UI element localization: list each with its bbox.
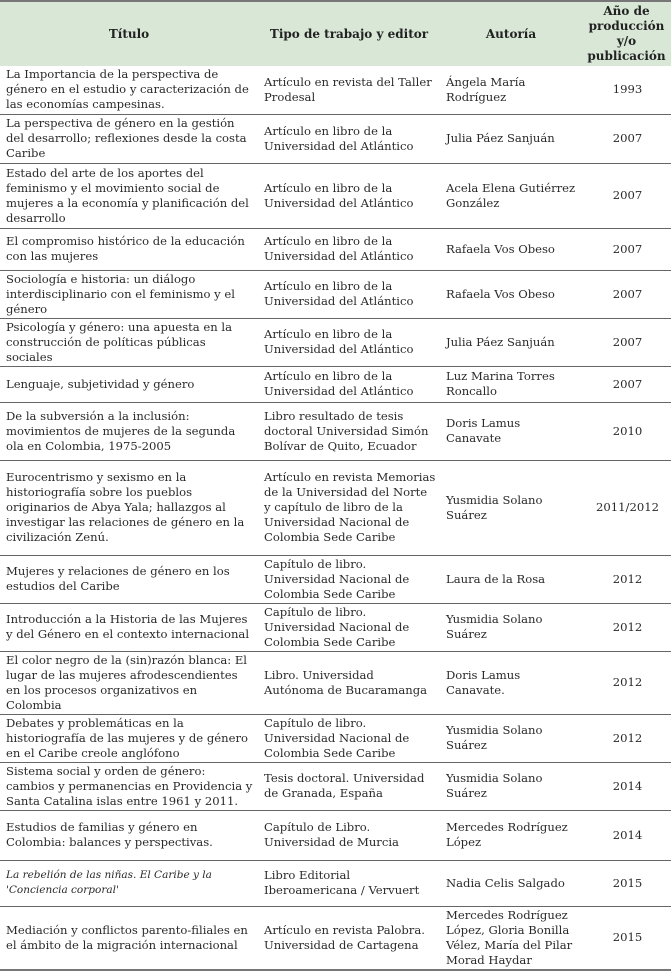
cell-titulo: Sociología e historia: un diálogo interdisciplinario con el feminismo y el género xyxy=(0,270,258,318)
cell-autoria: Mercedes Rodríguez López, Gloria Bonilla Vélez, María del Pilar Morad Haydar xyxy=(440,906,582,970)
cell-tipo: Capítulo de libro. Universidad Nacional de Colombia Sede Caribe xyxy=(258,714,440,762)
cell-autoria: Yusmidia Solano Suárez xyxy=(440,603,582,651)
cell-autoria: Mercedes Rodríguez López xyxy=(440,810,582,860)
cell-titulo: Estudios de familias y género en Colombia: balances y perspectivas. xyxy=(0,810,258,860)
cell-anio: 2012 xyxy=(582,555,671,603)
table-row xyxy=(0,460,671,555)
cell-autoria: Rafaela Vos Obeso xyxy=(440,270,582,318)
cell-autoria: Nadia Celis Salgado xyxy=(440,860,582,906)
cell-titulo: Lenguaje, subjetividad y género xyxy=(0,366,258,402)
cell-autoria: Laura de la Rosa xyxy=(440,555,582,603)
cell-titulo: Introducción a la Historia de las Mujeres y del Género en el contexto internacional xyxy=(0,603,258,651)
cell-anio: 2015 xyxy=(582,906,671,970)
cell-tipo: Capítulo de Libro. Universidad de Murcia xyxy=(258,810,440,860)
cell-tipo: Tesis doctoral. Universidad de Granada, España xyxy=(258,762,440,810)
cell-titulo: Estado del arte de los aportes del feminismo y el movimiento social de mujeres a la economía y planificación del desarrollo xyxy=(0,163,258,228)
cell-tipo: Libro resultado de tesis doctoral Universidad Simón Bolívar de Quito, Ecuador xyxy=(258,402,440,460)
cell-tipo: Artículo en libro de la Universidad del Atlántico xyxy=(258,114,440,163)
cell-anio: 2012 xyxy=(582,651,671,714)
cell-autoria: Julia Páez Sanjuán xyxy=(440,114,582,163)
table-row xyxy=(0,114,671,163)
table-row xyxy=(0,555,671,603)
cell-tipo: Artículo en revista Palobra. Universidad de Cartagena xyxy=(258,906,440,970)
cell-tipo: Capítulo de libro. Universidad Nacional de Colombia Sede Caribe xyxy=(258,555,440,603)
cell-titulo: Psicología y género: una apuesta en la construcción de políticas públicas sociales xyxy=(0,318,258,366)
cell-anio: 2011/2012 xyxy=(582,460,671,555)
header-titulo: Título xyxy=(108,26,150,41)
table-row xyxy=(0,714,671,762)
cell-titulo: De la subversión a la inclusión: movimientos de mujeres de la segunda ola en Colombia, 1975-2005 xyxy=(0,402,258,460)
table-row xyxy=(0,163,671,228)
cell-titulo: El compromiso histórico de la educación con las mujeres xyxy=(0,228,258,270)
cell-autoria: Rafaela Vos Obeso xyxy=(440,228,582,270)
cell-autoria: Ángela María Rodríguez xyxy=(440,66,582,114)
cell-anio: 2007 xyxy=(582,228,671,270)
cell-titulo: El color negro de la (sin)razón blanca: El lugar de las mujeres afrodescendientes en los procesos organizativos en Colombia xyxy=(0,651,258,714)
cell-tipo: Artículo en libro de la Universidad del Atlántico xyxy=(258,366,440,402)
cell-tipo: Artículo en libro de la Universidad del Atlántico xyxy=(258,270,440,318)
cell-anio: 2012 xyxy=(582,714,671,762)
table-row xyxy=(0,906,671,970)
cell-autoria: Yusmidia Solano Suárez xyxy=(440,714,582,762)
cell-anio: 2012 xyxy=(582,603,671,651)
cell-autoria: Luz Marina Torres Roncallo xyxy=(440,366,582,402)
table-row xyxy=(0,318,671,366)
cell-anio: 2007 xyxy=(582,366,671,402)
cell-titulo: Mujeres y relaciones de género en los estudios del Caribe xyxy=(0,555,258,603)
table-row xyxy=(0,270,671,318)
table-row xyxy=(0,228,671,270)
cell-anio: 2014 xyxy=(582,810,671,860)
table-row xyxy=(0,402,671,460)
cell-titulo: La rebelión de las niñas. El Caribe y la 'Conciencia corporal' xyxy=(0,860,258,906)
cell-tipo: Libro Editorial Iberoamericana / Vervuert xyxy=(258,860,440,906)
header-anio: Año de producción y/o publicación xyxy=(587,4,666,63)
cell-anio: 2014 xyxy=(582,762,671,810)
cell-tipo: Artículo en libro de la Universidad del Atlántico xyxy=(258,228,440,270)
cell-autoria: Yusmidia Solano Suárez xyxy=(440,762,582,810)
header-row xyxy=(0,1,671,66)
cell-tipo: Artículo en libro de la Universidad del Atlántico xyxy=(258,163,440,228)
cell-anio: 2007 xyxy=(582,163,671,228)
cell-anio: 2010 xyxy=(582,402,671,460)
header-tipo: Tipo de trabajo y editor xyxy=(269,26,429,41)
table-row xyxy=(0,860,671,906)
cell-anio: 2007 xyxy=(582,270,671,318)
cell-titulo: La Importancia de la perspectiva de género en el estudio y caracterización de las economías campesinas. xyxy=(0,66,258,114)
header-autoria: Autoría xyxy=(485,26,537,41)
cell-tipo: Artículo en libro de la Universidad del Atlántico xyxy=(258,318,440,366)
cell-tipo: Artículo en revista del Taller Prodesal xyxy=(258,66,440,114)
cell-autoria: Acela Elena Gutiérrez González xyxy=(440,163,582,228)
cell-anio: 2007 xyxy=(582,114,671,163)
cell-anio: 1993 xyxy=(582,66,671,114)
cell-autoria: Yusmidia Solano Suárez xyxy=(440,460,582,555)
cell-anio: 2015 xyxy=(582,860,671,906)
table-row xyxy=(0,66,671,114)
cell-titulo: La perspectiva de género en la gestión del desarrollo; reflexiones desde la costa Caribe xyxy=(0,114,258,163)
cell-autoria: Julia Páez Sanjuán xyxy=(440,318,582,366)
table-row xyxy=(0,762,671,810)
cell-tipo: Capítulo de libro. Universidad Nacional de Colombia Sede Caribe xyxy=(258,603,440,651)
cell-titulo: Debates y problemáticas en la historiografía de las mujeres y de género en el Caribe creole anglófono xyxy=(0,714,258,762)
cell-titulo: Sistema social y orden de género: cambios y permanencias en Providencia y Santa Catalina islas entre 1961 y 2011. xyxy=(0,762,258,810)
cell-autoria: Doris Lamus Canavate. xyxy=(440,651,582,714)
cell-anio: 2007 xyxy=(582,318,671,366)
table-row xyxy=(0,810,671,860)
cell-tipo: Libro. Universidad Autónoma de Bucaramanga xyxy=(258,651,440,714)
table-row xyxy=(0,366,671,402)
cell-autoria: Doris Lamus Canavate xyxy=(440,402,582,460)
table-row xyxy=(0,603,671,651)
cell-titulo: Eurocentrismo y sexismo en la historiografía sobre los pueblos originarios de Abya Yala; hallazgos al investigar las relaciones de género en la civilización Zenú. xyxy=(0,460,258,555)
cell-titulo: Mediación y conflictos parento-filiales en el ámbito de la migración internacional xyxy=(0,906,258,970)
cell-tipo: Artículo en revista Memorias de la Universidad del Norte y capítulo de libro de la Universidad Nacional de Colombia Sede Caribe xyxy=(258,460,440,555)
table-row xyxy=(0,651,671,714)
